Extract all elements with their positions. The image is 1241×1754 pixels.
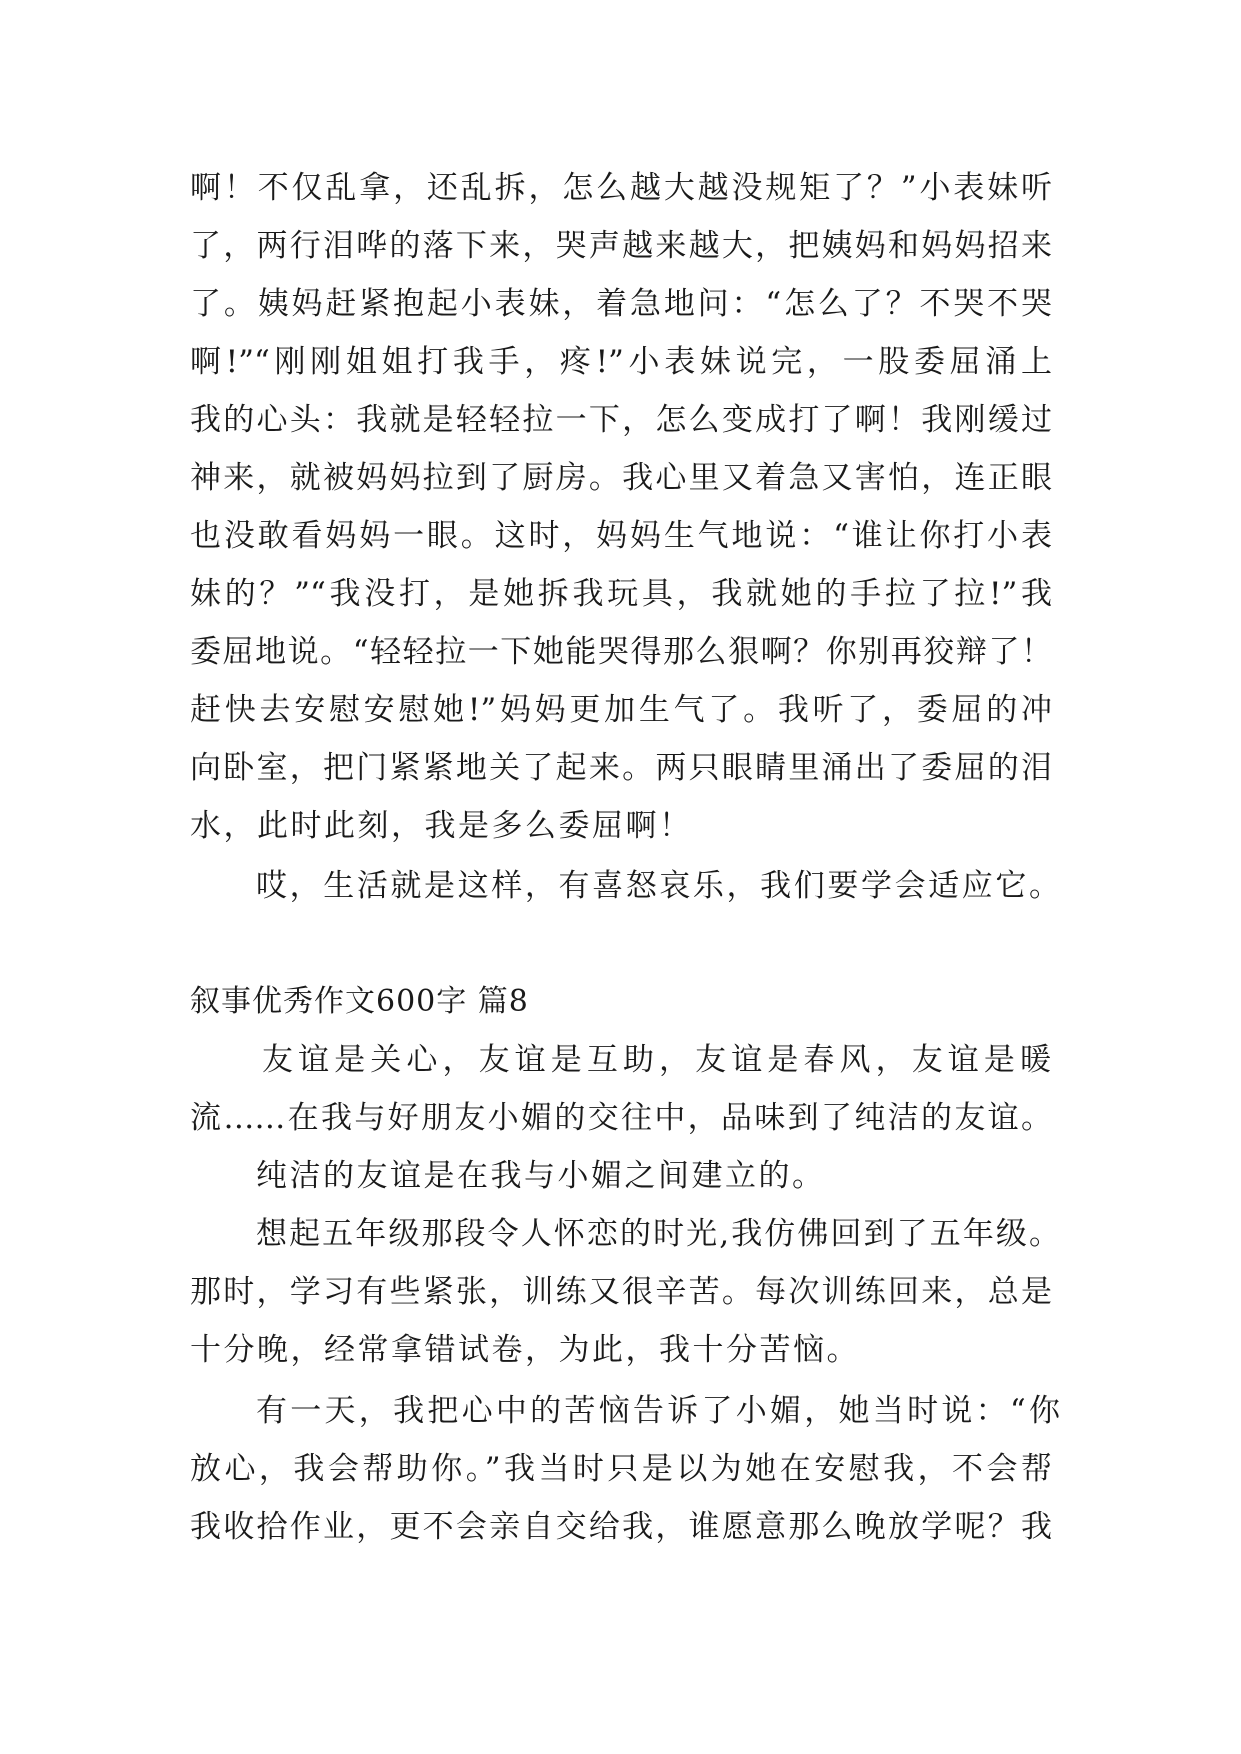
text-line: 妹的？”“我没打，是她拆我玩具，我就她的手拉了拉!”我 [190,576,1052,612]
text-line: 了，两行泪哗的落下来，哭声越来越大，把姨妈和妈妈招来 [190,228,1052,264]
text-line: 哎，生活就是这样，有喜怒哀乐，我们要学会适应它。 [256,868,1060,904]
text-line: 啊！不仅乱拿，还乱拆，怎么越大越没规矩了？”小表妹听 [190,170,1052,206]
text-line: 了。姨妈赶紧抱起小表妹，着急地问：“怎么了？不哭不哭 [190,286,1052,322]
text-line: 啊!”“刚刚姐姐打我手，疼!”小表妹说完，一股委屈涌上 [190,344,1052,380]
text-line: 纯洁的友谊是在我与小媚之间建立的。 [256,1158,826,1194]
text-line: 那时，学习有些紧张，训练又很辛苦。每次训练回来，总是 [190,1274,1052,1310]
text-line: 流……在我与好朋友小媚的交往中，品味到了纯洁的友谊。 [190,1100,1052,1136]
text-line: 向卧室，把门紧紧地关了起来。两只眼睛里涌出了委屈的泪 [190,750,1052,786]
section-heading: 叙事优秀作文600字 篇8 [190,984,529,1019]
text-line: 放心，我会帮助你。”我当时只是以为她在安慰我，不会帮 [190,1451,1052,1487]
text-line: 也没敢看妈妈一眼。这时，妈妈生气地说：“谁让你打小表 [190,518,1052,554]
text-line: 想起五年级那段令人怀恋的时光,我仿佛回到了五年级。 [256,1216,1060,1252]
text-line: 友谊是关心，友谊是互助，友谊是春风，友谊是暖 [262,1042,1051,1078]
text-line: 有一天，我把心中的苦恼告诉了小媚，她当时说：“你 [256,1393,1060,1429]
text-line: 赶快去安慰安慰她!”妈妈更加生气了。我听了，委屈的冲 [190,692,1052,728]
text-line: 十分晚，经常拿错试卷，为此，我十分苦恼。 [190,1332,860,1368]
text-line: 神来，就被妈妈拉到了厨房。我心里又着急又害怕，连正眼 [190,460,1052,496]
text-line: 我收拾作业，更不会亲自交给我，谁愿意那么晚放学呢？我 [190,1509,1052,1545]
text-line: 我的心头：我就是轻轻拉一下，怎么变成打了啊！我刚缓过 [190,402,1052,438]
text-line: 水，此时此刻，我是多么委屈啊！ [190,808,693,844]
text-line: 委屈地说。“轻轻拉一下她能哭得那么狠啊？你别再狡辩了！ [190,634,1052,670]
